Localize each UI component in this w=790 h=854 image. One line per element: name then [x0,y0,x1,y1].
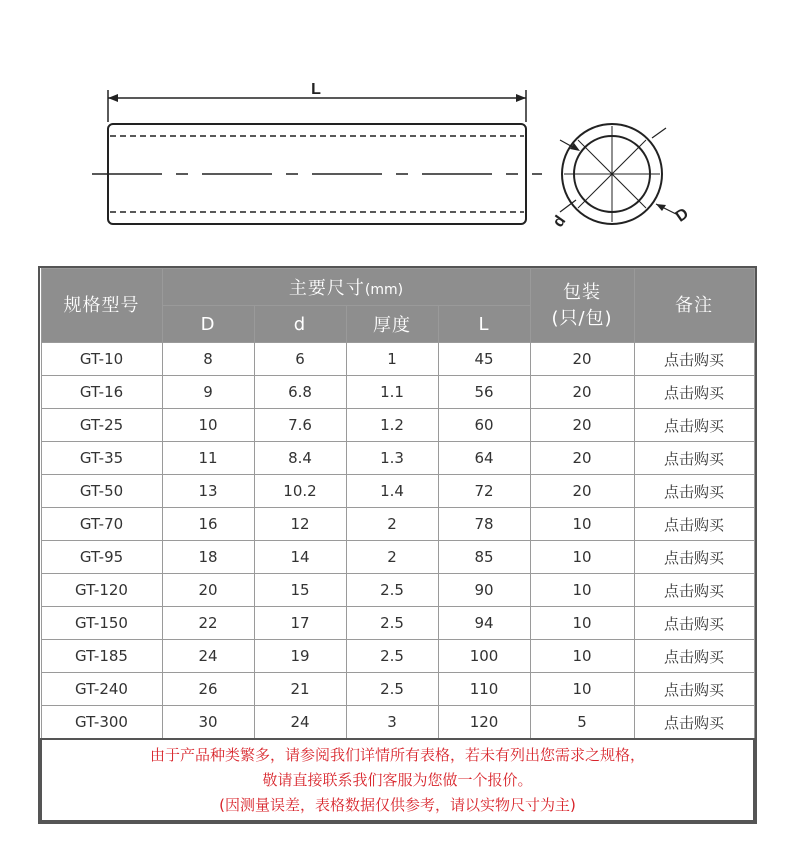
cell-inner-dia: 7.6 [254,409,346,442]
cell-length: 45 [438,343,530,376]
cell-length: 110 [438,673,530,706]
header-pack-line1: 包装 [563,281,602,303]
header-sub-D: D [162,306,254,343]
footnote [41,739,754,821]
cell-length: 78 [438,508,530,541]
header-pack-line2: (只/包) [551,307,613,329]
cell-model: GT-120 [41,574,162,607]
cell-outer-dia: 13 [162,475,254,508]
cell-outer-dia: 8 [162,343,254,376]
length-label: L [311,81,321,98]
cell-inner-dia: 12 [254,508,346,541]
table-row [41,442,754,475]
cell-thickness: 1 [346,343,438,376]
cell-inner-dia: 8.4 [254,442,346,475]
table-row [41,706,754,740]
length-arrow-right [516,94,526,102]
header-row-top [41,269,754,306]
cell-pack: 10 [530,640,634,673]
cell-model: GT-185 [41,640,162,673]
table-row [41,343,754,376]
table-row [41,541,754,574]
cell-thickness: 1.2 [346,409,438,442]
cell-inner-dia: 19 [254,640,346,673]
cell-pack: 20 [530,475,634,508]
cell-model: GT-10 [41,343,162,376]
table-row [41,574,754,607]
header-sub-d: d [254,306,346,343]
cell-outer-dia: 16 [162,508,254,541]
cell-buy-link[interactable]: 点击购买 [634,442,754,475]
cell-model: GT-300 [41,706,162,740]
table-body [41,343,754,740]
cell-length: 94 [438,607,530,640]
cell-model: GT-16 [41,376,162,409]
cell-buy-link[interactable]: 点击购买 [634,706,754,740]
cell-pack: 10 [530,541,634,574]
table-row [41,376,754,409]
cell-length: 56 [438,376,530,409]
cell-model: GT-70 [41,508,162,541]
cell-pack: 10 [530,574,634,607]
tube-technical-drawing [0,0,790,260]
cell-thickness: 2 [346,541,438,574]
cell-thickness: 2.5 [346,607,438,640]
cell-thickness: 1.4 [346,475,438,508]
table-row [41,607,754,640]
header-main-dims-unit: (mm) [364,282,404,298]
cell-inner-dia: 14 [254,541,346,574]
header-main-dims [162,269,530,306]
cell-inner-dia: 10.2 [254,475,346,508]
header-sub-L: L [438,306,530,343]
header-pack [530,269,634,343]
cell-buy-link[interactable]: 点击购买 [634,541,754,574]
cell-model: GT-240 [41,673,162,706]
cell-outer-dia: 10 [162,409,254,442]
cell-pack: 10 [530,508,634,541]
cell-outer-dia: 18 [162,541,254,574]
cell-length: 100 [438,640,530,673]
cell-outer-dia: 20 [162,574,254,607]
cell-thickness: 3 [346,706,438,740]
table-row [41,640,754,673]
cell-length: 72 [438,475,530,508]
cell-outer-dia: 11 [162,442,254,475]
outer-dia-arrow [656,204,666,211]
header-model [41,269,162,343]
cell-length: 120 [438,706,530,740]
cell-buy-link[interactable]: 点击购买 [634,607,754,640]
cell-outer-dia: 9 [162,376,254,409]
cell-buy-link[interactable]: 点击购买 [634,409,754,442]
cell-thickness: 1.3 [346,442,438,475]
cell-buy-link[interactable]: 点击购买 [634,673,754,706]
table-row [41,475,754,508]
cell-thickness: 2 [346,508,438,541]
cell-length: 64 [438,442,530,475]
footnote-row [41,739,754,821]
cell-pack: 20 [530,442,634,475]
cell-pack: 20 [530,409,634,442]
cell-outer-dia: 30 [162,706,254,740]
end-view-radial-lines [564,126,660,222]
cell-buy-link[interactable]: 点击购买 [634,376,754,409]
cell-model: GT-50 [41,475,162,508]
cell-model: GT-95 [41,541,162,574]
cell-length: 85 [438,541,530,574]
cell-outer-dia: 22 [162,607,254,640]
inner-dia-label: d [549,212,570,231]
cell-buy-link[interactable]: 点击购买 [634,343,754,376]
cell-inner-dia: 17 [254,607,346,640]
cell-inner-dia: 15 [254,574,346,607]
cell-model: GT-25 [41,409,162,442]
table-row [41,508,754,541]
cell-thickness: 1.1 [346,376,438,409]
table-row [41,409,754,442]
cell-inner-dia: 6 [254,343,346,376]
cell-outer-dia: 24 [162,640,254,673]
cell-thickness: 2.5 [346,640,438,673]
cell-pack: 5 [530,706,634,740]
outer-dia-leader [652,128,666,138]
header-remark-label: 备注 [675,294,714,316]
footnote-line-1: 由于产品种类繁多，请参阅我们详情所有表格，若未有列出您需求之规格， [150,745,646,764]
cell-inner-dia: 6.8 [254,376,346,409]
cell-length: 60 [438,409,530,442]
cell-model: GT-150 [41,607,162,640]
cell-thickness: 2.5 [346,673,438,706]
cell-pack: 20 [530,376,634,409]
footnote-line-3: (因测量误差，表格数据仅供参考，请以实物尺寸为主) [219,795,576,814]
header-model-label: 规格型号 [63,294,140,316]
cell-buy-link[interactable]: 点击购买 [634,640,754,673]
cell-buy-link[interactable]: 点击购买 [634,574,754,607]
table-row [41,673,754,706]
cell-buy-link[interactable]: 点击购买 [634,508,754,541]
spec-table [40,268,755,822]
cell-pack: 10 [530,673,634,706]
cell-model: GT-35 [41,442,162,475]
outer-dia-label: D [672,205,692,226]
cell-thickness: 2.5 [346,574,438,607]
cell-pack: 20 [530,343,634,376]
header-sub-thickness: 厚度 [346,306,438,343]
cell-length: 90 [438,574,530,607]
footnote-line-2: 敬请直接联系我们客服为您做一个报价。 [262,770,533,789]
header-remark [634,269,754,343]
cell-inner-dia: 24 [254,706,346,740]
cell-pack: 10 [530,607,634,640]
header-main-dims-label: 主要尺寸 [288,278,365,299]
length-arrow-left [108,94,118,102]
cell-inner-dia: 21 [254,673,346,706]
cell-buy-link[interactable]: 点击购买 [634,475,754,508]
cell-outer-dia: 26 [162,673,254,706]
